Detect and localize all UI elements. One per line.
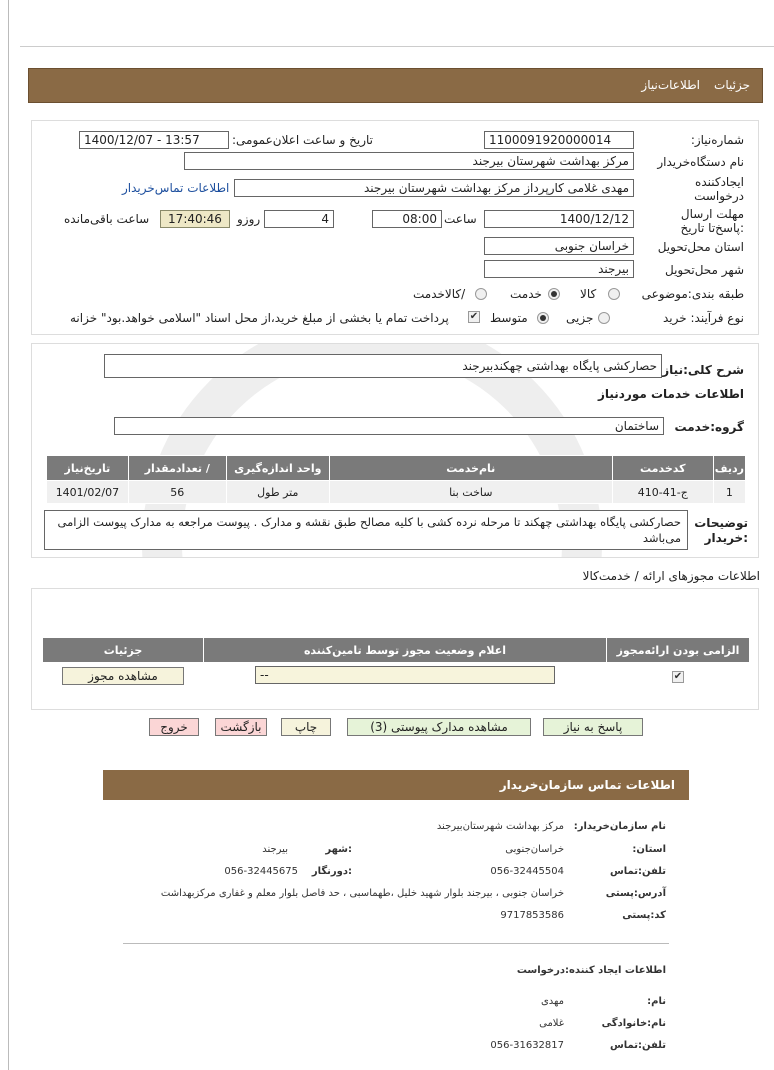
print-button[interactable]: چاپ <box>281 718 331 736</box>
permit-required-checkbox[interactable]: ✔ <box>673 671 683 682</box>
category-service-label: خدمت <box>510 287 542 301</box>
creator-family-label: نام:خانوادگی <box>601 1018 666 1029</box>
days-label: روزو <box>237 212 261 226</box>
creator-name-label: نام: <box>647 996 666 1007</box>
quantity: 56 <box>128 481 226 504</box>
announce-label: تاریخ و ساعت اعلان‌عمومی: <box>232 133 374 147</box>
process-medium-radio[interactable] <box>537 312 549 324</box>
deadline-time-label: ساعت <box>444 212 477 226</box>
contact-header <box>103 770 689 800</box>
announce-field: 1400/12/07 - 13:57 <box>79 131 229 149</box>
permits-table <box>42 637 750 690</box>
tab-bar <box>28 68 763 103</box>
buyer-org-field: مرکز بهداشت شهرستان بیرجند <box>184 152 634 170</box>
city-label: شهر محل‌تحویل <box>665 263 744 277</box>
permit-status-field[interactable]: -- <box>255 666 555 684</box>
service-group-label: گروه:خدمت <box>674 420 744 434</box>
permits-title: اطلاعات مجوزهای ارائه / خدمت‌کالا <box>582 569 760 583</box>
back-button[interactable]: بازگشت <box>215 718 267 736</box>
contact-title: اطلاعات تماس سازمان‌خریدار <box>499 778 675 792</box>
contact-province-value: خراسان‌جنوبی <box>505 844 564 855</box>
contact-city-value: بیرجند <box>262 844 288 855</box>
view-permit-button[interactable]: مشاهده مجوز <box>62 667 184 685</box>
province-field: خراسان جنوبی <box>484 237 634 255</box>
category-label: طبقه بندی:موضوعی <box>641 287 744 301</box>
service-group-field: ساختمان <box>114 417 664 435</box>
permits-panel <box>31 588 759 710</box>
fax-value: 056-32445675 <box>224 866 298 877</box>
deadline-time-field: 08:00 <box>372 210 442 228</box>
category-goods-label: کالا <box>580 287 597 301</box>
deadline-date-field: 1400/12/12 <box>484 210 634 228</box>
contact-city-label: :شهر <box>325 844 352 855</box>
items-header: ردیف <box>713 456 745 481</box>
need-date: 1401/02/07 <box>47 481 129 504</box>
summary-panel <box>31 343 759 558</box>
process-medium-label: متوسط <box>490 311 528 325</box>
table-row <box>47 481 746 504</box>
category-both-label: /کالاخدمت <box>413 287 466 301</box>
permits-header: اعلام وضعیت مجوز توسط تامین‌کننده <box>204 638 607 663</box>
remaining-label: ساعت باقی‌مانده <box>64 212 150 226</box>
province-label: استان محل‌تحویل <box>657 240 744 254</box>
contact-province-label: استان: <box>632 844 666 855</box>
need-number-field: 1100091920000014 <box>484 131 634 149</box>
items-header: کدخدمت <box>612 456 713 481</box>
left-border <box>8 0 9 1070</box>
view-docs-button[interactable]: مشاهده مدارک پیوستی (3) <box>347 718 531 736</box>
items-header: نام‌خدمت <box>329 456 612 481</box>
creator-phone-value: 056-31632817 <box>490 1040 564 1051</box>
payment-note: پرداخت تمام یا بخشی از مبلغ خرید،از محل اسناد "اسلامی خواهد.بود" خزانه <box>70 311 449 325</box>
process-small-radio[interactable] <box>598 312 610 324</box>
remaining-time: 17:40:46 <box>160 210 230 228</box>
services-title: اطلاعات خدمات موردنیاز <box>597 387 744 401</box>
items-table <box>46 455 746 504</box>
deadline-label: مهلت ارسال :پاسخ‌تا تاریخ <box>680 207 744 235</box>
creator-field: مهدی غلامی کارپرداز مرکز بهداشت شهرستان بیرجند <box>234 179 634 197</box>
need-info-panel <box>31 120 759 335</box>
creator-name-value: مهدی <box>540 996 564 1007</box>
service-name: ساخت بنا <box>329 481 612 504</box>
creator-family-value: غلامی <box>539 1018 564 1029</box>
category-both-radio[interactable] <box>475 288 487 300</box>
creator-section-title: اطلاعات ایجاد کننده:درخواست <box>516 965 666 976</box>
buyer-contact-link[interactable]: اطلاعات تماس‌خریدار <box>122 181 230 195</box>
creator-label: ایجادکننده درخواست <box>694 175 744 203</box>
category-service-radio[interactable] <box>548 288 560 300</box>
tab-need-info[interactable]: اطلاعات‌نیاز <box>641 78 700 92</box>
city-field: بیرجند <box>484 260 634 278</box>
table-row <box>43 663 750 690</box>
org-label: نام سازمان‌خریدار: <box>573 821 666 832</box>
address-value: خراسان جنوبی ، بیرجند بلوار شهید خلیل ،طهماسبی ، حد فاصل بلوار معلم و غفاری مرکزبهداشت <box>160 888 564 899</box>
unit: متر طول <box>226 481 329 504</box>
items-header: تاریخ‌نیاز <box>47 456 129 481</box>
fax-label: :دورنگار <box>311 866 352 877</box>
org-value: مرکز بهداشت شهرستان‌بیرجند <box>436 821 564 832</box>
process-small-label: جزیی <box>566 311 594 325</box>
service-code: ج-41-410 <box>612 481 713 504</box>
items-header: / تعدادمقدار <box>128 456 226 481</box>
contact-divider <box>123 943 669 944</box>
top-divider <box>20 46 774 47</box>
days-field: 4 <box>264 210 334 228</box>
buyer-desc-field: حصارکشی پایگاه بهداشتی چهکند تا مرحله نرده کشی با کلیه مصالح طبق نقشه و مدارک . پیوست مراجعه به مدارک پیوست الزامی می‌باشد <box>44 510 688 550</box>
reply-button[interactable]: پاسخ به نیاز <box>543 718 643 736</box>
summary-label: شرح کلی:نیاز <box>662 363 744 377</box>
permits-header: الزامی بودن ارائه‌مجوز <box>607 638 750 663</box>
payment-checkbox[interactable]: ✔ <box>469 311 479 322</box>
need-number-label: شماره‌نیاز: <box>690 133 744 147</box>
buyer-desc-label: توضیحات :خریدار <box>694 516 748 545</box>
postal-value: 9717853586 <box>500 910 564 921</box>
tab-details[interactable]: جزئیات <box>714 78 750 92</box>
postal-label: کد:پستی <box>622 910 666 921</box>
address-label: آدرس:پستی <box>605 888 666 899</box>
exit-button[interactable]: خروج <box>149 718 199 736</box>
phone-label: تلفن:تماس <box>609 866 666 877</box>
summary-field: حصارکشی پایگاه بهداشتی چهکندبیرجند <box>104 354 662 378</box>
phone-value: 056-32445504 <box>490 866 564 877</box>
row-index: 1 <box>713 481 745 504</box>
permits-header: جزئیات <box>43 638 204 663</box>
category-goods-radio[interactable] <box>608 288 620 300</box>
items-header: واحد اندازه‌گیری <box>226 456 329 481</box>
creator-phone-label: تلفن:تماس <box>609 1040 666 1051</box>
process-label: نوع فرآیند: خرید <box>663 311 744 325</box>
buyer-org-label: نام دستگاه‌خریدار <box>657 155 744 169</box>
